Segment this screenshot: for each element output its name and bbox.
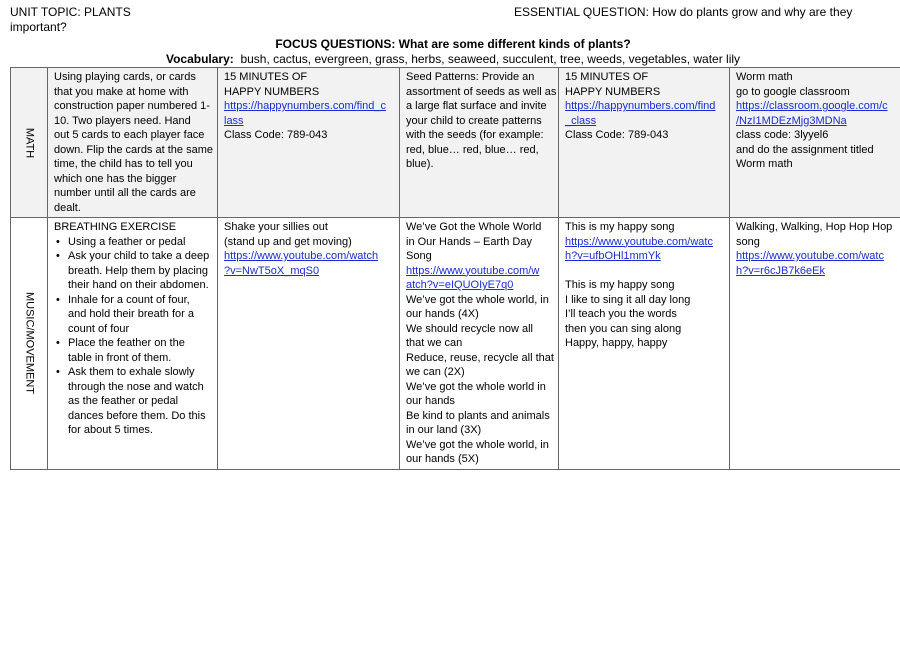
- text-line: construction paper numbered 1-: [54, 100, 210, 112]
- text-line: 15 MINUTES OF: [224, 71, 308, 83]
- text-line: Using playing cards, or cards: [54, 71, 196, 83]
- link-line[interactable]: https://happynumbers.com/find_c: [224, 100, 387, 112]
- text-line: Seed Patterns: Provide an: [406, 71, 535, 83]
- lyric-line: We’ve got the whole world, in: [406, 293, 549, 306]
- text-line: Walking, Walking, Hop Hop Hop: [736, 221, 893, 233]
- text-line: out 5 cards to each player face: [54, 129, 205, 141]
- youtube-link[interactable]: [406, 264, 554, 293]
- text-line: • Using a feather or pedal: [68, 235, 186, 248]
- link-line[interactable]: /NzI1MDEzMjg3MDNa: [736, 114, 847, 127]
- lyric-line: I like to sing it all day long: [565, 293, 691, 306]
- math-cell-5: [730, 68, 900, 218]
- happy-numbers-link[interactable]: [565, 99, 725, 128]
- text-line: for about 5 times.: [68, 424, 153, 436]
- row-label-music-movement: MUSIC/MOVEMENT: [23, 292, 36, 395]
- text-line: We’ve Got the Whole World: [406, 221, 542, 233]
- unit-topic: UNIT TOPIC: PLANTS: [10, 5, 131, 19]
- link-line[interactable]: https://happynumbers.com/find: [565, 100, 716, 112]
- link-line[interactable]: atch?v=eIQUOIyE7q0: [406, 279, 514, 291]
- lyric-line: in our land (3X): [406, 424, 482, 436]
- text-line: a large flat surface and invite: [406, 100, 547, 112]
- text-line: Song: [406, 250, 432, 262]
- math-cell-2: [218, 68, 400, 218]
- activity-table: [10, 67, 900, 470]
- lyric-line: Be kind to plants and animals: [406, 409, 550, 422]
- lyric-line: our hands (4X): [406, 308, 479, 320]
- lyric-line: I’ll teach you the words: [565, 308, 677, 320]
- text-line: This is my happy song: [565, 221, 675, 233]
- music-cell-5: [730, 218, 900, 470]
- blank-line: [565, 264, 725, 279]
- essential-question-continued: important?: [10, 20, 67, 34]
- list-item: [54, 293, 213, 337]
- lyric-line: This is my happy song: [565, 279, 675, 291]
- vocabulary: [0, 52, 900, 67]
- math-cell-3: [400, 68, 559, 218]
- lyric-line: We’ve got the whole world, in: [406, 438, 549, 451]
- text-line: • Ask them to exhale slowly: [68, 366, 195, 378]
- link-line[interactable]: https://www.youtube.com/watc: [736, 250, 884, 262]
- link-line[interactable]: https://classroom.google.com/c: [736, 100, 888, 112]
- youtube-link[interactable]: [736, 249, 896, 278]
- essential-question: ESSENTIAL QUESTION: How do plants grow and why are they: [514, 5, 853, 19]
- math-row: [11, 68, 900, 218]
- text-line: which one has the bigger: [54, 172, 177, 185]
- text-line: with the seeds (for example:: [406, 129, 544, 141]
- class-code: Class Code: 789-043: [565, 129, 669, 141]
- lyric-line: that we can: [406, 337, 463, 349]
- text-line: Shake your sillies out: [224, 221, 328, 233]
- lyric-line: we can (2X): [406, 366, 465, 378]
- youtube-link[interactable]: [565, 235, 725, 264]
- link-line[interactable]: https://www.youtube.com/watc: [565, 235, 713, 248]
- breathing-exercise-title: BREATHING EXERCISE: [54, 221, 177, 233]
- focus-questions: FOCUS QUESTIONS: What are some different kinds of plants?: [275, 37, 631, 51]
- link-line[interactable]: h?v=r6cJB7k6eEk: [736, 264, 825, 277]
- music-movement-row: [11, 218, 900, 470]
- text-line: as the feather or pedal: [68, 395, 179, 407]
- text-line: Worm math: [736, 71, 793, 83]
- music-cell-2: [218, 218, 400, 470]
- text-line: HAPPY NUMBERS: [565, 85, 661, 98]
- text-line: dealt.: [54, 201, 81, 214]
- happy-numbers-link[interactable]: [224, 99, 395, 128]
- math-cell-1: [48, 68, 218, 218]
- text-line: class code: 3lyyel6: [736, 129, 829, 141]
- list-item: [54, 365, 213, 438]
- text-line: down. Flip the cards at the same: [54, 143, 213, 156]
- math-cell-4: [559, 68, 730, 218]
- lyric-line: We should recycle now all: [406, 322, 533, 335]
- text-line: dances before them. Do this: [68, 409, 206, 422]
- row-label-math: MATH: [23, 127, 36, 158]
- text-line: red, blue… red, blue… red,: [406, 143, 539, 156]
- row-label-cell: [11, 218, 48, 470]
- lyric-line: We’ve got the whole world in: [406, 380, 546, 393]
- text-line: blue).: [406, 158, 434, 170]
- text-line: Worm math: [736, 158, 793, 170]
- music-cell-1: [48, 218, 218, 470]
- text-line: go to google classroom: [736, 85, 850, 98]
- text-line: table in front of them.: [68, 351, 172, 364]
- text-line: (stand up and get moving): [224, 235, 352, 248]
- text-line: • Ask your child to take a deep: [68, 250, 210, 262]
- text-line: in Our Hands – Earth Day: [406, 235, 532, 248]
- text-line: • Place the feather on the: [68, 337, 185, 349]
- text-line: 10. Two players need. Hand: [54, 114, 191, 127]
- vocabulary-words: bush, cactus, evergreen, grass, herbs, seaweed, succulent, tree, weeds, vegetables, water lily: [240, 52, 741, 66]
- lyric-line: then you can sing along: [565, 322, 682, 335]
- link-line[interactable]: h?v=ufbOHl1mmYk: [565, 250, 661, 262]
- breathing-steps-list: [54, 235, 213, 438]
- text-line: time, the child has to tell you: [54, 158, 193, 170]
- google-classroom-link[interactable]: [736, 99, 896, 128]
- list-item: [54, 249, 213, 293]
- text-line: that you make at home with: [54, 85, 189, 98]
- text-line: number until all the cards are: [54, 187, 196, 199]
- text-line: song: [736, 235, 760, 248]
- text-line: your child to create patterns: [406, 114, 542, 127]
- lyric-line: Happy, happy, happy: [565, 337, 668, 349]
- link-line[interactable]: lass: [224, 114, 244, 127]
- text-line: 15 MINUTES OF: [565, 71, 649, 83]
- text-line: and do the assignment titled: [736, 143, 874, 156]
- text-line: • Inhale for a count of four,: [68, 293, 190, 306]
- lyric-line: our hands: [406, 395, 455, 407]
- music-cell-3: [400, 218, 559, 470]
- lyric-line: Reduce, reuse, recycle all that: [406, 351, 554, 364]
- list-item: [54, 235, 213, 250]
- youtube-link[interactable]: [224, 249, 395, 278]
- link-line[interactable]: _class: [565, 114, 597, 127]
- text-line: count of four: [68, 322, 130, 335]
- link-line[interactable]: https://www.youtube.com/watch: [224, 250, 379, 262]
- text-line: assortment of seeds as well as: [406, 85, 557, 98]
- list-item: [54, 336, 213, 365]
- lyric-line: our hands (5X): [406, 453, 479, 465]
- text-line: HAPPY NUMBERS: [224, 85, 320, 98]
- music-cell-4: [559, 218, 730, 470]
- class-code: Class Code: 789-043: [224, 129, 328, 141]
- link-line[interactable]: ?v=NwT5oX_mqS0: [224, 264, 320, 277]
- text-line: their hand on their abdomen.: [68, 279, 209, 291]
- text-line: through the nose and watch: [68, 380, 204, 393]
- vocabulary-label: Vocabulary:: [165, 52, 234, 66]
- link-line[interactable]: https://www.youtube.com/w: [406, 264, 540, 277]
- text-line: breath. Help them by placing: [68, 264, 209, 277]
- text-line: and hold their breath for a: [68, 308, 194, 320]
- row-label-cell: [11, 68, 48, 218]
